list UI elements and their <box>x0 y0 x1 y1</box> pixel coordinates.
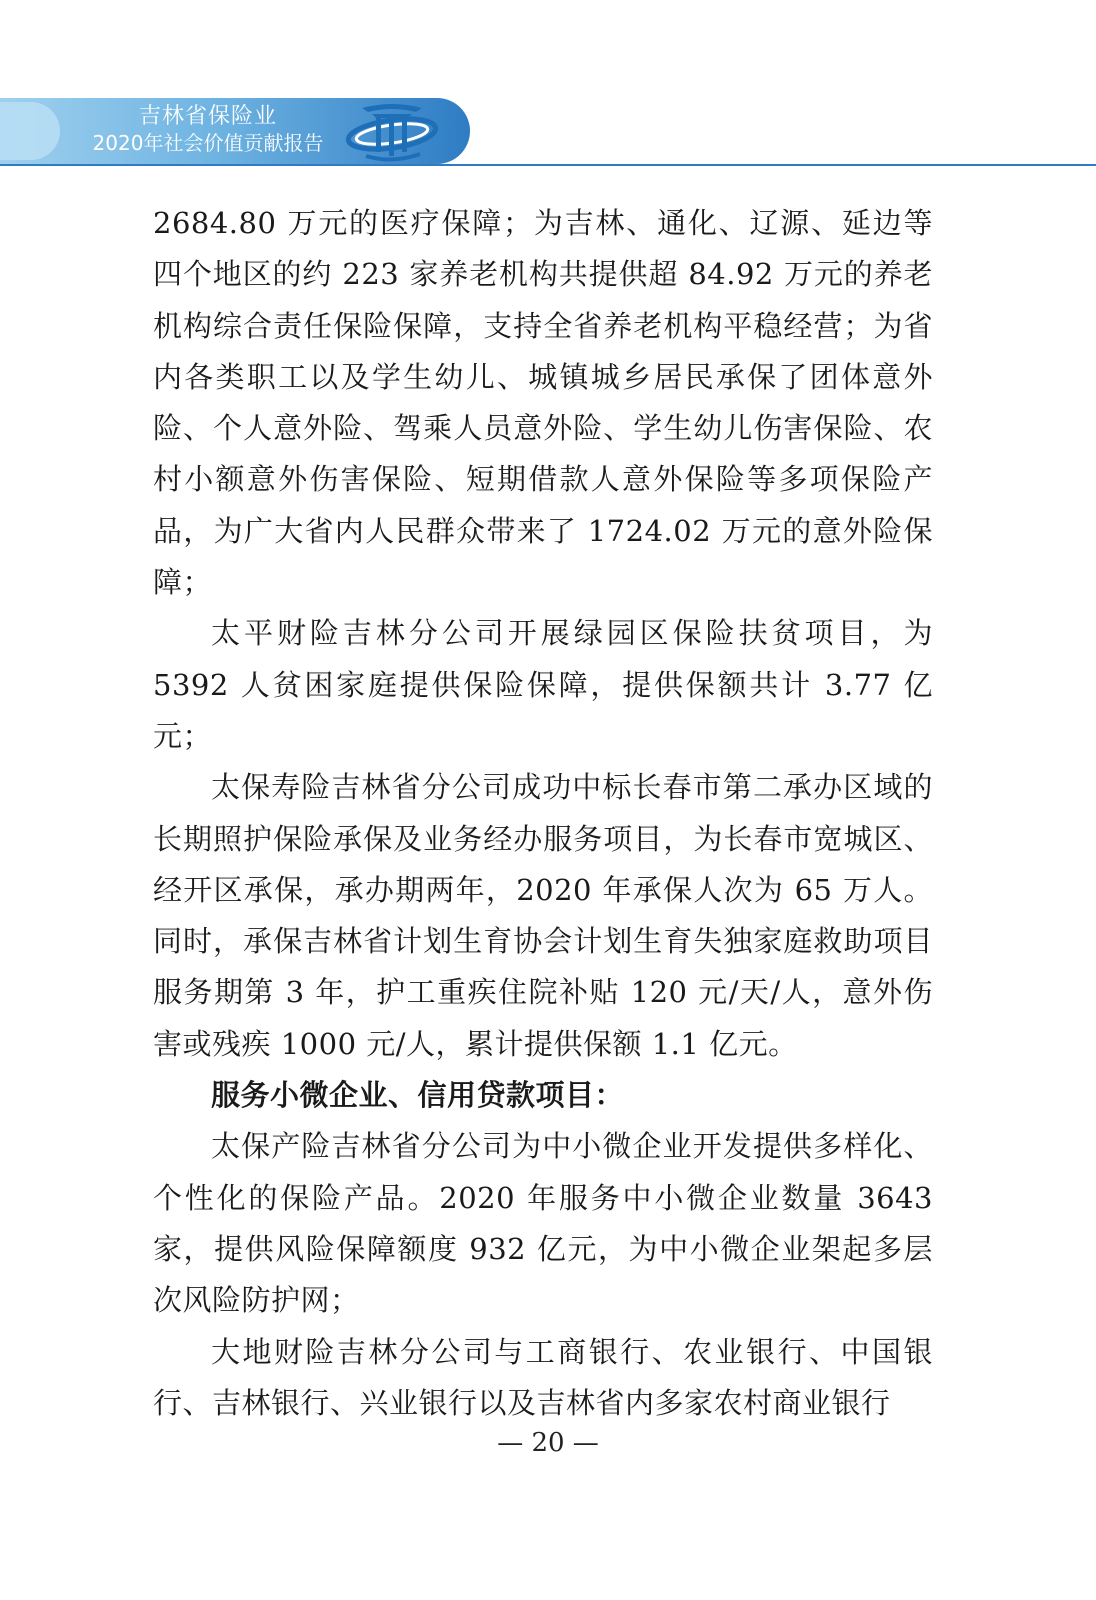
report-title-line1: 吉林省保险业 <box>138 104 277 129</box>
header-rule <box>0 164 1096 166</box>
paragraph-taibao-property: 太保产险吉林省分公司为中小微企业开发提供多样化、个性化的保险产品。2020 年服务中小微企业数量 3643 家，提供风险保障额度 932 亿元，为中小微企业架起多层次风险防护网； <box>153 1129 933 1318</box>
section-heading-small-business: 服务小微企业、信用贷款项目： <box>211 1078 625 1113</box>
header-banner-accent <box>0 102 60 160</box>
page-body <box>153 198 933 1429</box>
page-number: — 20 — <box>497 1428 599 1458</box>
paragraph-medical-and-accident: 2684.80 万元的医疗保障；为吉林、通化、辽源、延边等四个地区的约 223 家养老机构共提供超 84.92 万元的养老机构综合责任保险保障，支持全省养老机构平稳经营；为省内各类职工以及学生幼儿、城镇城乡居民承保了团体意外险、个人意外险、驾乘人员意外险、学生幼儿伤害保险、农村小额意外伤害保险、短期借款人意外保险等多项保险产品，为广大省内人民群众带来了 1724.02 万元的意外险保障； <box>153 206 933 600</box>
paragraph-taiping: 太平财险吉林分公司开展绿园区保险扶贫项目，为 5392 人贫困家庭提供保险保障，提供保额共计 3.77 亿元； <box>153 616 933 753</box>
report-title <box>78 103 338 157</box>
report-title-line2: 2020年社会价值贡献报告 <box>92 131 324 155</box>
paragraph-dadi: 大地财险吉林分公司与工商银行、农业银行、中国银行、吉林银行、兴业银行以及吉林省内多家农村商业银行 <box>153 1334 933 1420</box>
report-header <box>0 98 1096 170</box>
paragraph-taibao-life: 太保寿险吉林省分公司成功中标长春市第二承办区域的长期照护保险承保及业务经办服务项目，为长春市宽城区、经开区承保，承办期两年，2020 年承保人次为 65 万人。同时，承保吉林省计划生育协会计划生育失独家庭救助项目服务期第 3 年，护工重疾住院补贴 120 元/天/人，意外伤害或残疾 1000 元/人，累计提供保额 1.1 亿元。 <box>153 770 933 1061</box>
pavilion-logo-icon <box>336 98 440 164</box>
